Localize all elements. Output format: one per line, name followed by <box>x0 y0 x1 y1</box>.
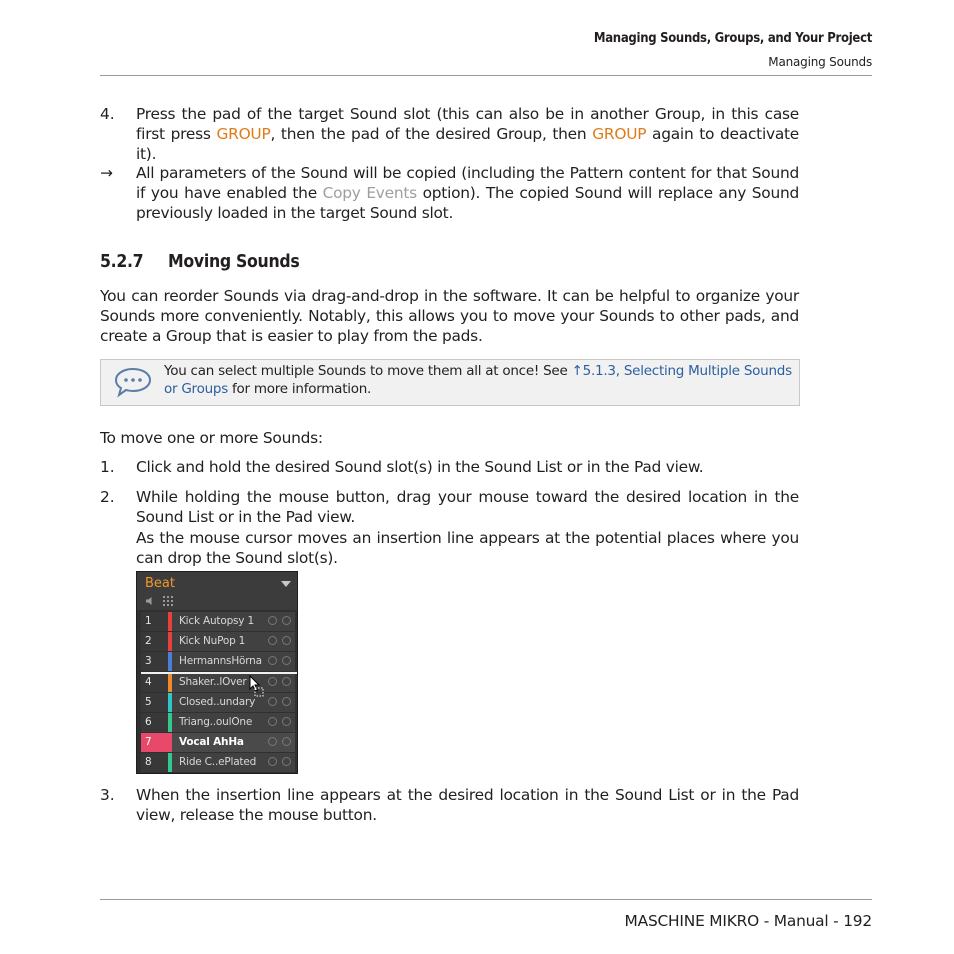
knob-icon[interactable] <box>268 616 277 625</box>
sound-slot-row[interactable] <box>141 713 295 732</box>
knob-icon[interactable] <box>268 757 277 766</box>
group-name[interactable]: Beat <box>145 576 175 591</box>
slot-label: HermannsHörna <box>179 655 262 668</box>
sound-slot-row[interactable] <box>141 753 295 772</box>
note-text: You can select multiple Sounds to move them all at once! See ↑5.1.3, Selecting Multiple Sounds or Groups for more information. <box>164 363 792 397</box>
step-4-number: 4. <box>100 105 115 123</box>
knob-icon[interactable] <box>268 636 277 645</box>
header-subtitle: Managing Sounds <box>768 55 872 69</box>
slot-label: Triang..oulOne <box>179 715 253 728</box>
insertion-line <box>141 672 297 674</box>
selecting-multiple-sounds-link[interactable]: ↑5.1.3, Selecting Multiple Sounds or Groups <box>164 363 792 397</box>
copy-events-option: Copy Events <box>322 184 417 202</box>
slot-color-bar <box>168 753 172 772</box>
dropdown-arrow-icon[interactable] <box>281 581 291 587</box>
sound-slot-row[interactable] <box>141 652 295 671</box>
group-button-ref: GROUP <box>216 125 271 143</box>
sound-slot-row[interactable] <box>141 612 295 631</box>
sound-slot-row[interactable] <box>141 693 295 712</box>
header-title: Managing Sounds, Groups, and Your Project <box>593 31 872 46</box>
section-heading <box>100 252 300 272</box>
slot-number: 8 <box>141 753 168 772</box>
slot-label: Shaker..lOver <box>179 675 247 688</box>
slot-label: Kick Autopsy 1 <box>179 615 254 627</box>
section-title: Moving Sounds <box>168 252 300 272</box>
slot-label: Vocal AhHa <box>179 736 244 749</box>
sound-slot-row[interactable] <box>141 733 295 752</box>
step-3-text: When the insertion line appears at the desired location in the Sound List or in the Pad view, release the mouse button. <box>136 786 799 824</box>
speech-bubble-icon <box>113 366 153 398</box>
slot-color-bar <box>168 632 172 651</box>
slot-number: 1 <box>141 612 168 631</box>
step-2-text: While holding the mouse button, drag your mouse toward the desired location in the Sound List or in the Pad view. <box>136 488 799 526</box>
knob-icon[interactable] <box>268 697 277 706</box>
step-3-number: 3. <box>100 786 115 804</box>
sound-rows <box>141 612 295 774</box>
footer-page-label: MASCHINE MIKRO - Manual - 192 <box>624 912 872 930</box>
header-rule <box>100 75 872 76</box>
group-button-ref: GROUP <box>592 125 647 143</box>
knob-icon[interactable] <box>268 677 277 686</box>
slot-color-bar <box>168 693 172 712</box>
result-text: All parameters of the Sound will be copied (including the Pattern content for that Sound if you have enabled the Copy Events option). The copied Sound will replace any Sound previously loaded in the target Sound slot. <box>136 164 799 222</box>
sound-slot-row[interactable] <box>141 673 295 692</box>
pad-grid-icon[interactable] <box>163 596 173 606</box>
speaker-icon[interactable] <box>145 596 155 606</box>
slot-number: 2 <box>141 632 168 651</box>
power-icon[interactable] <box>282 636 291 645</box>
step-2-number: 2. <box>100 488 115 506</box>
knob-icon[interactable] <box>268 656 277 665</box>
sound-list-header <box>137 572 297 610</box>
power-icon[interactable] <box>282 757 291 766</box>
knob-icon[interactable] <box>268 717 277 726</box>
slot-number: 4 <box>141 673 168 692</box>
slot-number: 3 <box>141 652 168 671</box>
section-number: 5.2.7 <box>100 252 144 272</box>
sound-slot-row[interactable] <box>141 632 295 651</box>
sound-list-widget <box>136 571 298 774</box>
result-arrow: → <box>100 164 113 182</box>
power-icon[interactable] <box>282 616 291 625</box>
slot-color-bar <box>168 733 172 752</box>
power-icon[interactable] <box>282 677 291 686</box>
slot-number: 6 <box>141 713 168 732</box>
step-4-text: Press the pad of the target Sound slot (this can also be in another Group, in this case first press GROUP, then the pad of the desired Group, then GROUP again to deactivate it). <box>136 105 800 163</box>
knob-icon[interactable] <box>268 737 277 746</box>
footer-rule <box>100 899 872 900</box>
slot-label: Ride C..ePlated <box>179 756 257 769</box>
note-box <box>100 359 800 406</box>
slot-label: Kick NuPop 1 <box>179 635 246 648</box>
slot-label: Closed..undary <box>179 695 256 708</box>
mouse-cursor-icon <box>249 675 265 697</box>
intro-paragraph: You can reorder Sounds via drag-and-drop in the software. It can be helpful to organize your Sounds more conveniently. Notably, this allows you to move your Sounds to other pads, and create a Group that is easier to play from the pads. <box>100 287 799 345</box>
power-icon[interactable] <box>282 697 291 706</box>
power-icon[interactable] <box>282 656 291 665</box>
slot-number: 5 <box>141 693 168 712</box>
slot-color-bar <box>168 713 172 732</box>
slot-number: 7 <box>141 733 168 752</box>
step-1-number: 1. <box>100 458 115 476</box>
power-icon[interactable] <box>282 737 291 746</box>
step-1-text: Click and hold the desired Sound slot(s) in the Sound List or in the Pad view. <box>136 458 704 476</box>
howto-text: To move one or more Sounds: <box>100 429 323 447</box>
power-icon[interactable] <box>282 717 291 726</box>
step-2-text-continued: As the mouse cursor moves an insertion line appears at the potential places where you can drop the Sound slot(s). <box>136 529 799 567</box>
slot-color-bar <box>168 673 172 692</box>
slot-color-bar <box>168 652 172 671</box>
slot-color-bar <box>168 612 172 631</box>
